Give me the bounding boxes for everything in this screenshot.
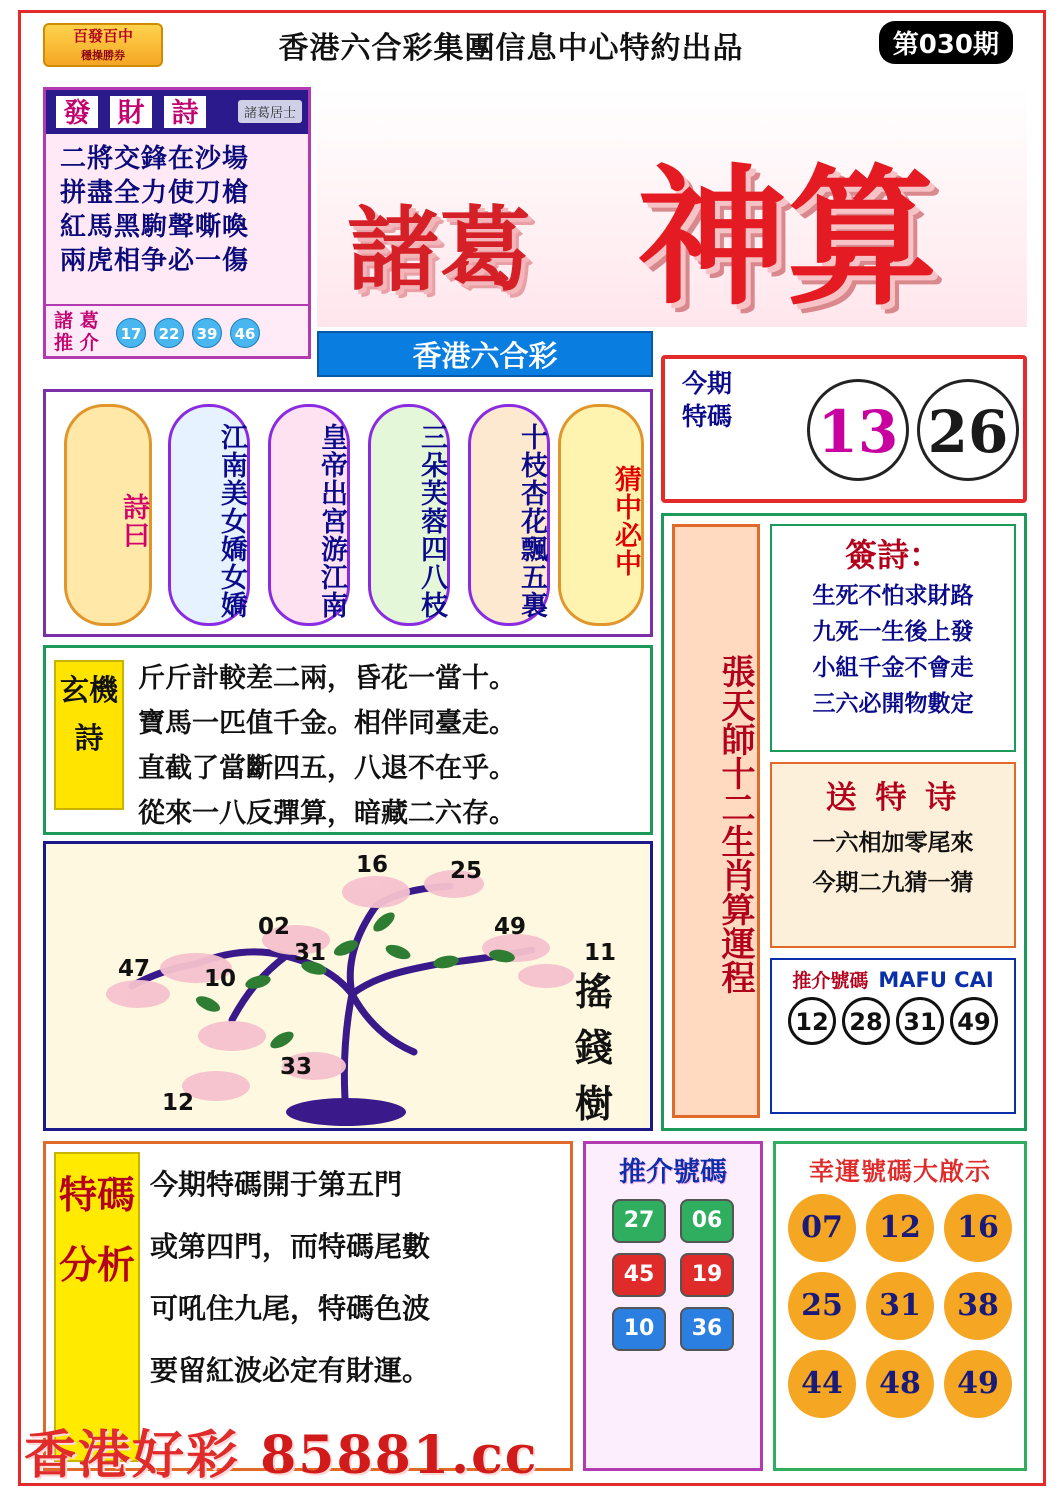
zhang-tianshi-panel (661, 513, 1027, 1131)
facai-ball: 39 (192, 318, 222, 348)
logo-main-text: 百發百中 (72, 27, 133, 45)
facai-signature: 諸葛居士 (238, 100, 302, 123)
lucky-ball: 12 (866, 1194, 934, 1262)
poster-page (18, 10, 1046, 1486)
tuijian-ball: 27 (612, 1199, 666, 1243)
lucky-ball: 16 (944, 1194, 1012, 1262)
today-special-box (661, 355, 1027, 503)
poem-column-1: 詩曰 (64, 404, 152, 626)
tuijian-ball: 10 (612, 1307, 666, 1351)
poem-column-6: 猜中必中 (558, 404, 644, 626)
today-special-label: 今期特碼 (681, 369, 732, 431)
tree-number: 47 (118, 956, 151, 982)
recommend-ball: 31 (896, 997, 944, 1045)
lucky-numbers-box (773, 1141, 1027, 1471)
recommend-numbers-header (772, 960, 1014, 997)
songte-heading: 送 特 诗 (825, 780, 961, 816)
facai-char-2: 財 (108, 94, 154, 130)
songte-line-1: 一六相加零尾來 (812, 830, 974, 856)
tuijian-numbers-box (583, 1141, 763, 1471)
tema-line-1: 今期特碼開于第五門 (150, 1168, 403, 1201)
tuijian-ball-grid (586, 1193, 760, 1351)
xuanji-line-3: 直截了當斷四五，八退不在乎。 (138, 753, 516, 784)
tree-number: 33 (280, 1054, 313, 1080)
recommend-numbers-box (770, 958, 1016, 1114)
logo-sub-text: 穩操勝券 (81, 49, 125, 62)
songte-line-2: 今期二九猜一猜 (812, 870, 974, 896)
facai-poem-box (43, 87, 311, 359)
poem-column-3: 皇帝出宮游江南 (268, 404, 350, 626)
qianshi-heading: 簽詩： (844, 536, 941, 574)
lottery-name-bar: 香港六合彩 (317, 331, 653, 377)
recommend-ball: 49 (950, 997, 998, 1045)
facai-ball: 17 (116, 318, 146, 348)
lucky-heading: 幸運號碼大啟示 (808, 1157, 991, 1186)
money-tree-illustration (46, 844, 650, 1128)
page-title: 香港六合彩集團信息中心特約出品 (278, 31, 744, 66)
xuanji-line-1: 斤斤計較差二兩，昏花一當十。 (138, 663, 516, 694)
qianshi-line-2: 九死一生後上發 (812, 619, 974, 645)
tema-line-3: 可吼住九尾，特碼色波 (150, 1292, 431, 1325)
facai-recommend-label (54, 310, 112, 354)
tree-number: 16 (356, 852, 389, 878)
issue-badge: 第030期 (879, 21, 1013, 64)
facai-char-1: 發 (54, 94, 100, 130)
recommend-balls (772, 997, 1014, 1045)
xuanji-line-2: 寶馬一匹值千金。相伴同臺走。 (138, 708, 516, 739)
watermark (24, 1413, 538, 1488)
songte-box (770, 762, 1016, 948)
tree-number: 11 (584, 940, 617, 966)
facai-line-3: 紅馬黑駒聲嘶喚 (60, 212, 250, 242)
poem-column-4: 三朵芙蓉四八枝 (368, 404, 450, 626)
lucky-ball: 07 (788, 1194, 856, 1262)
tuijian-ball: 36 (680, 1307, 734, 1351)
tema-analysis-lines (150, 1154, 562, 1402)
facai-line-4: 兩虎相争必一傷 (60, 246, 250, 276)
recommend-ball: 12 (788, 997, 836, 1045)
facai-line-2: 拼盡全力使刀槍 (60, 178, 250, 208)
facai-poem-lines (46, 134, 308, 278)
zhang-tianshi-title: 張天師十二生肖算運程 (672, 524, 760, 1118)
qianshi-line-4: 三六必開物數定 (812, 691, 974, 717)
tree-number: 49 (494, 914, 527, 940)
poem-column-5: 十枝杏花飄五裏 (468, 404, 550, 626)
recommend-label-cn: 推介號碼 (792, 970, 869, 992)
page-header (21, 13, 1043, 75)
lucky-ball: 48 (866, 1350, 934, 1418)
lucky-ball: 44 (788, 1350, 856, 1418)
masthead-title-part2: 神算 (637, 150, 938, 326)
xuanji-lines (138, 656, 642, 836)
xuanji-tag: 玄機詩 (54, 660, 124, 810)
facai-ball: 22 (154, 318, 184, 348)
facai-recommend-label-line2: 推 介 (54, 332, 99, 354)
lucky-ball: 25 (788, 1272, 856, 1340)
lucky-number-grid (776, 1194, 1024, 1418)
lucky-ball: 49 (944, 1350, 1012, 1418)
qianshi-line-1: 生死不怕求財路 (812, 583, 974, 609)
facai-recommend-balls (116, 318, 260, 348)
facai-ball: 46 (230, 318, 260, 348)
tree-number: 10 (204, 966, 237, 992)
facai-line-1: 二將交鋒在沙場 (60, 144, 250, 174)
facai-recommend-row (46, 304, 308, 356)
lucky-ball: 31 (866, 1272, 934, 1340)
tuijian-ball: 45 (612, 1253, 666, 1297)
tree-number: 12 (162, 1090, 195, 1116)
facai-recommend-label-line1: 諸 葛 (54, 310, 99, 332)
tema-line-2: 或第四門，而特碼尾數 (150, 1230, 431, 1263)
xuanji-poem-box (43, 645, 653, 835)
recommend-label-en: MAFU CAI (878, 967, 994, 992)
xuanji-line-4: 從來一八反彈算，暗藏二六存。 (138, 798, 516, 829)
poem-columns-box (43, 389, 653, 637)
money-tree-box (43, 841, 653, 1131)
today-special-number-2: 26 (917, 379, 1019, 481)
lucky-ball: 38 (944, 1272, 1012, 1340)
tree-number: 02 (258, 914, 291, 940)
tuijian-ball: 19 (680, 1253, 734, 1297)
tuijian-heading: 推介號碼 (619, 1157, 727, 1188)
masthead-title (317, 87, 1027, 327)
qianshi-box (770, 524, 1016, 752)
tema-analysis-tag: 特碼分析 (54, 1152, 140, 1462)
watermark-site: 85881.cc (260, 1425, 539, 1486)
brand-logo (43, 23, 163, 67)
poem-column-2: 江南美女嬌女嬌 (168, 404, 250, 626)
qianshi-line-3: 小組千金不會走 (812, 655, 974, 681)
facai-char-3: 詩 (162, 94, 208, 130)
tema-line-4: 要留紅波必定有財運。 (150, 1354, 431, 1387)
masthead-title-part1: 諸葛 (347, 196, 532, 304)
tree-number: 25 (450, 858, 483, 884)
today-special-number-1: 13 (807, 379, 909, 481)
money-tree-label: 搖錢樹 (574, 969, 613, 1126)
watermark-text: 香港好彩 (24, 1425, 241, 1486)
tree-number: 31 (294, 940, 327, 966)
tuijian-ball: 06 (680, 1199, 734, 1243)
recommend-ball: 28 (842, 997, 890, 1045)
facai-header (46, 90, 308, 134)
